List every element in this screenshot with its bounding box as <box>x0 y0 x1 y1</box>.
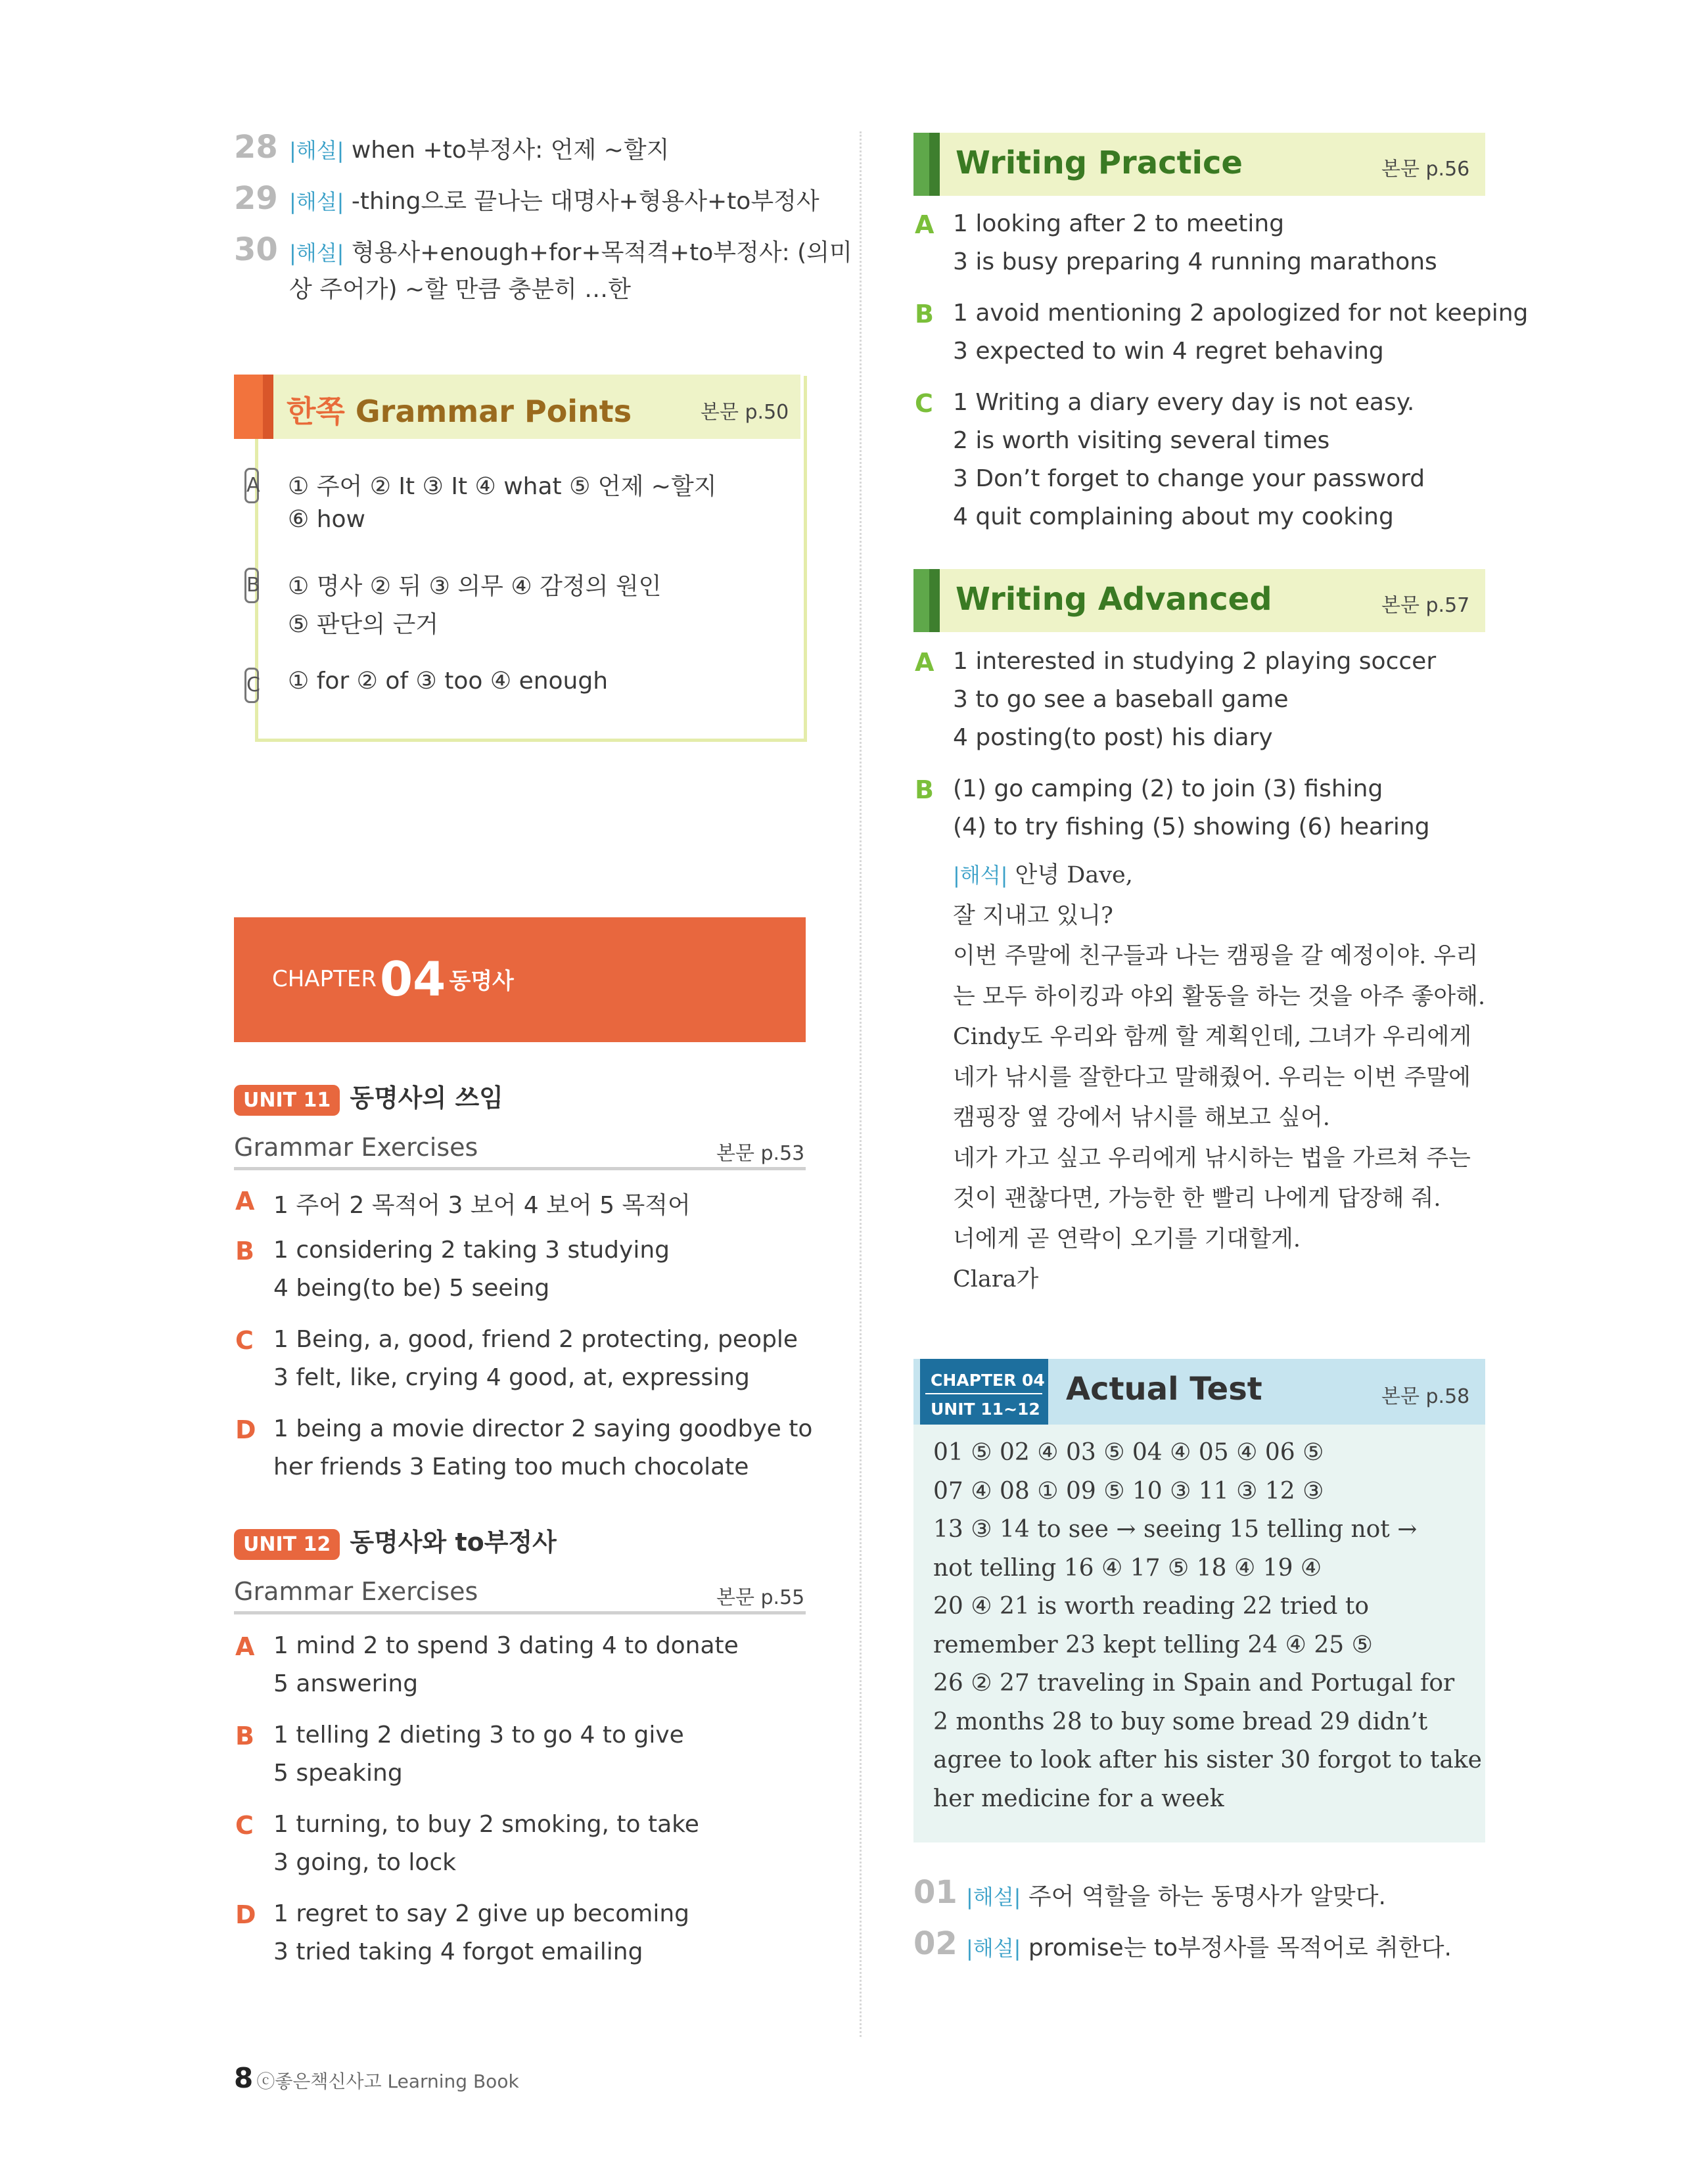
wp-a2: 3 is busy preparing 4 running marathons <box>953 248 1437 275</box>
translation-line: 잘 지내고 있니? <box>953 902 1113 929</box>
gp-b-line1: ① 명사 ② 뒤 ③ 의무 ④ 감정의 원인 <box>288 573 662 600</box>
actual-test-ref: 본문 p.58 <box>1381 1385 1470 1408</box>
note-02-text <box>966 1929 1452 1963</box>
translation-line: 는 모두 하이킹과 야외 활동을 하는 것을 아주 좋아해. <box>953 983 1486 1010</box>
badge-chapter: CHAPTER 04 <box>931 1371 1045 1390</box>
wa-b1: (1) go camping (2) to join (3) fishing <box>953 775 1383 802</box>
badge-unit: UNIT 11~12 <box>931 1400 1040 1419</box>
grammar-exercises-ref: 본문 p.53 <box>716 1142 805 1165</box>
unit-badge: UNIT 11 <box>234 1085 340 1116</box>
brand-text: ⓒ좋은책신사고 Learning Book <box>256 2070 519 2092</box>
column-divider <box>860 131 862 2037</box>
answer-line: 07 ④ 08 ① 09 ⑤ 10 ③ 11 ③ 12 ③ <box>933 1477 1324 1505</box>
item-number: 29 <box>234 180 278 217</box>
note-30 <box>234 231 278 268</box>
explanation-tag: |해설| <box>289 189 344 214</box>
wa-a2: 3 to go see a baseball game <box>953 686 1289 713</box>
translation-line: 네가 낚시를 잘한다고 말해줬어. 우리는 이번 주말에 <box>953 1064 1471 1091</box>
u11-d2: her friends 3 Eating too much chocolate <box>273 1453 749 1480</box>
explanation-text: when +to부정사: 언제 ~할지 <box>351 137 670 164</box>
unit-title: 동명사의 쓰임 <box>350 1084 503 1112</box>
gp-a-line2: ⑥ how <box>288 506 366 533</box>
answer-letter-b: B <box>915 775 934 804</box>
answer-letter-c: C <box>235 1811 254 1840</box>
u12-c2: 3 going, to lock <box>273 1849 457 1876</box>
note-29 <box>234 180 278 217</box>
item-number: 01 <box>913 1874 958 1911</box>
explanation-text: 주어 역할을 하는 동명사가 알맞다. <box>1028 1883 1386 1910</box>
answer-line: remember 23 kept telling 24 ④ 25 ⑤ <box>933 1631 1373 1658</box>
u11-a: 1 주어 2 목적어 3 보어 4 보어 5 목적어 <box>273 1192 691 1219</box>
note-28-text <box>289 131 669 165</box>
explanation-text: promise는 to부정사를 목적어로 취한다. <box>1028 1934 1452 1961</box>
chapter-number: 04 <box>380 951 446 1007</box>
wp-a1: 1 looking after 2 to meeting <box>953 210 1285 237</box>
explanation-text: 형용사+enough+for+목적격+to부정사: (의미 <box>351 239 852 266</box>
divider-line <box>234 1167 806 1170</box>
section-label-a: A <box>244 468 259 503</box>
writing-practice-tab-shade <box>929 133 940 196</box>
explanation-tag: |해설| <box>966 1885 1021 1910</box>
u12-a2: 5 answering <box>273 1670 419 1697</box>
section-label-c: C <box>244 668 259 703</box>
wa-a3: 4 posting(to post) his diary <box>953 724 1273 751</box>
grammar-points-title: 한쪽 Grammar Points <box>287 394 632 429</box>
unit-11-heading <box>234 1078 503 1114</box>
u12-d1: 1 regret to say 2 give up becoming <box>273 1900 689 1927</box>
translation-line: |해석| 안녕 Dave, <box>953 862 1133 888</box>
writing-practice-ref: 본문 p.56 <box>1381 158 1470 181</box>
grammar-exercises-ref: 본문 p.55 <box>716 1586 805 1609</box>
translation-line: Cindy도 우리와 함께 할 계획인데, 그녀가 우리에게 <box>953 1024 1472 1050</box>
chapter-title: 동명사 <box>449 968 514 995</box>
wp-b1: 1 avoid mentioning 2 apologized for not keeping <box>953 300 1529 327</box>
u11-b1: 1 considering 2 taking 3 studying <box>273 1237 670 1264</box>
grammar-exercises-title: Grammar Exercises <box>234 1577 478 1606</box>
u11-c2: 3 felt, like, crying 4 good, at, expressing <box>273 1364 750 1391</box>
page-footer <box>234 2062 519 2094</box>
u11-c1: 1 Being, a, good, friend 2 protecting, people <box>273 1326 798 1353</box>
unit-12-heading <box>234 1522 557 1558</box>
u12-b1: 1 telling 2 dieting 3 to go 4 to give <box>273 1722 684 1749</box>
translation-line: Clara가 <box>953 1266 1039 1292</box>
page-number: 8 <box>234 2062 254 2094</box>
gp-b-line2: ⑤ 판단의 근거 <box>288 611 439 638</box>
chapter-heading <box>272 951 514 1007</box>
actual-test-answers <box>933 1434 1482 1818</box>
gp-a-line1: ① 주어 ② It ③ It ④ what ⑤ 언제 ~할지 <box>288 473 717 500</box>
answer-letter-c: C <box>235 1326 254 1355</box>
actual-test-title: Actual Test <box>1066 1371 1262 1407</box>
answer-line: agree to look after his sister 30 forgot to take <box>933 1747 1482 1773</box>
translation-line: 것이 괜찮다면, 가능한 한 빨리 나에게 답장해 줘. <box>953 1185 1441 1212</box>
wp-c1: 1 Writing a diary every day is not easy. <box>953 389 1415 416</box>
explanation-text: -thing으로 끝나는 대명사+형용사+to부정사 <box>351 188 819 215</box>
writing-advanced-ref: 본문 p.57 <box>1381 594 1470 617</box>
u12-a1: 1 mind 2 to spend 3 dating 4 to donate <box>273 1632 739 1659</box>
writing-advanced-title: Writing Advanced <box>956 581 1272 618</box>
wp-c4: 4 quit complaining about my cooking <box>953 503 1394 530</box>
item-number: 02 <box>913 1925 958 1962</box>
item-number: 28 <box>234 129 278 166</box>
section-label-b: B <box>244 568 259 603</box>
answer-line: 26 ② 27 traveling in Spain and Portugal for <box>933 1670 1455 1697</box>
chapter-label: CHAPTER <box>272 966 377 992</box>
explanation-tag: |해설| <box>289 138 344 163</box>
explanation-tag: |해설| <box>289 240 344 265</box>
wa-b2: (4) to try fishing (5) showing (6) hearing <box>953 813 1430 840</box>
badge-divider <box>925 1393 1042 1394</box>
translation-block <box>953 856 1485 1300</box>
wp-c3: 3 Don’t forget to change your password <box>953 465 1425 492</box>
u11-d1: 1 being a movie director 2 saying goodbye to <box>273 1415 813 1442</box>
explanation-tag: |해설| <box>966 1936 1021 1961</box>
translation-line: 너에게 곧 연락이 오기를 기대할게. <box>953 1225 1301 1252</box>
note-28 <box>234 129 278 166</box>
note-01-text <box>966 1878 1386 1911</box>
u12-b2: 5 speaking <box>273 1760 403 1787</box>
writing-advanced-tab-shade <box>929 569 940 632</box>
u12-d2: 3 tried taking 4 forgot emailing <box>273 1938 643 1965</box>
wp-b2: 3 expected to win 4 regret behaving <box>953 338 1384 365</box>
answer-line: 13 ③ 14 to see → seeing 15 telling not → <box>933 1516 1418 1543</box>
answer-letter-c: C <box>915 389 933 418</box>
note-30-text-cont: 상 주어가) ~할 만큼 충분히 …한 <box>289 276 631 303</box>
answer-letter-d: D <box>235 1900 256 1929</box>
u12-c1: 1 turning, to buy 2 smoking, to take <box>273 1811 699 1838</box>
answer-letter-a: A <box>235 1632 255 1661</box>
actual-test-badge <box>920 1359 1048 1427</box>
answer-letter-a: A <box>915 210 935 239</box>
grammar-exercises-title: Grammar Exercises <box>234 1133 478 1162</box>
note-29-text <box>289 183 819 216</box>
grammar-points-tab-shade <box>263 375 273 439</box>
answer-letter-b: B <box>235 1237 254 1266</box>
translation-tag: |해석| <box>953 863 1008 888</box>
answer-letter-a: A <box>915 648 935 677</box>
translation-line: 네가 가고 싶고 우리에게 낚시하는 법을 가르쳐 주는 <box>953 1145 1471 1172</box>
answer-line: her medicine for a week <box>933 1785 1224 1812</box>
answer-letter-b: B <box>915 300 934 329</box>
answer-line: 2 months 28 to buy some bread 29 didn’t <box>933 1708 1428 1735</box>
unit-badge: UNIT 12 <box>234 1529 340 1560</box>
answer-letter-b: B <box>235 1722 254 1750</box>
answer-letter-a: A <box>235 1187 255 1216</box>
translation-line: 이번 주말에 친구들과 나는 캠핑을 갈 예정이야. 우리 <box>953 943 1479 969</box>
item-number: 30 <box>234 231 278 268</box>
unit-title: 동명사와 to부정사 <box>350 1528 557 1557</box>
u11-b2: 4 being(to be) 5 seeing <box>273 1275 550 1302</box>
grammar-points-ref: 본문 p.50 <box>701 401 789 424</box>
answer-line: 20 ④ 21 is worth reading 22 tried to <box>933 1593 1370 1620</box>
note-30-text <box>289 234 852 267</box>
gp-c-line1: ① for ② of ③ too ④ enough <box>288 668 609 695</box>
wp-c2: 2 is worth visiting several times <box>953 427 1330 454</box>
answer-letter-d: D <box>235 1415 256 1444</box>
writing-practice-title: Writing Practice <box>956 145 1243 181</box>
divider-line <box>234 1611 806 1614</box>
answer-line: 01 ⑤ 02 ④ 03 ⑤ 04 ④ 05 ④ 06 ⑤ <box>933 1439 1324 1466</box>
answer-line: not telling 16 ④ 17 ⑤ 18 ④ 19 ④ <box>933 1554 1322 1582</box>
wa-a1: 1 interested in studying 2 playing soccer <box>953 648 1437 675</box>
translation-line: 캠핑장 옆 강에서 낚시를 해보고 싶어. <box>953 1105 1330 1131</box>
